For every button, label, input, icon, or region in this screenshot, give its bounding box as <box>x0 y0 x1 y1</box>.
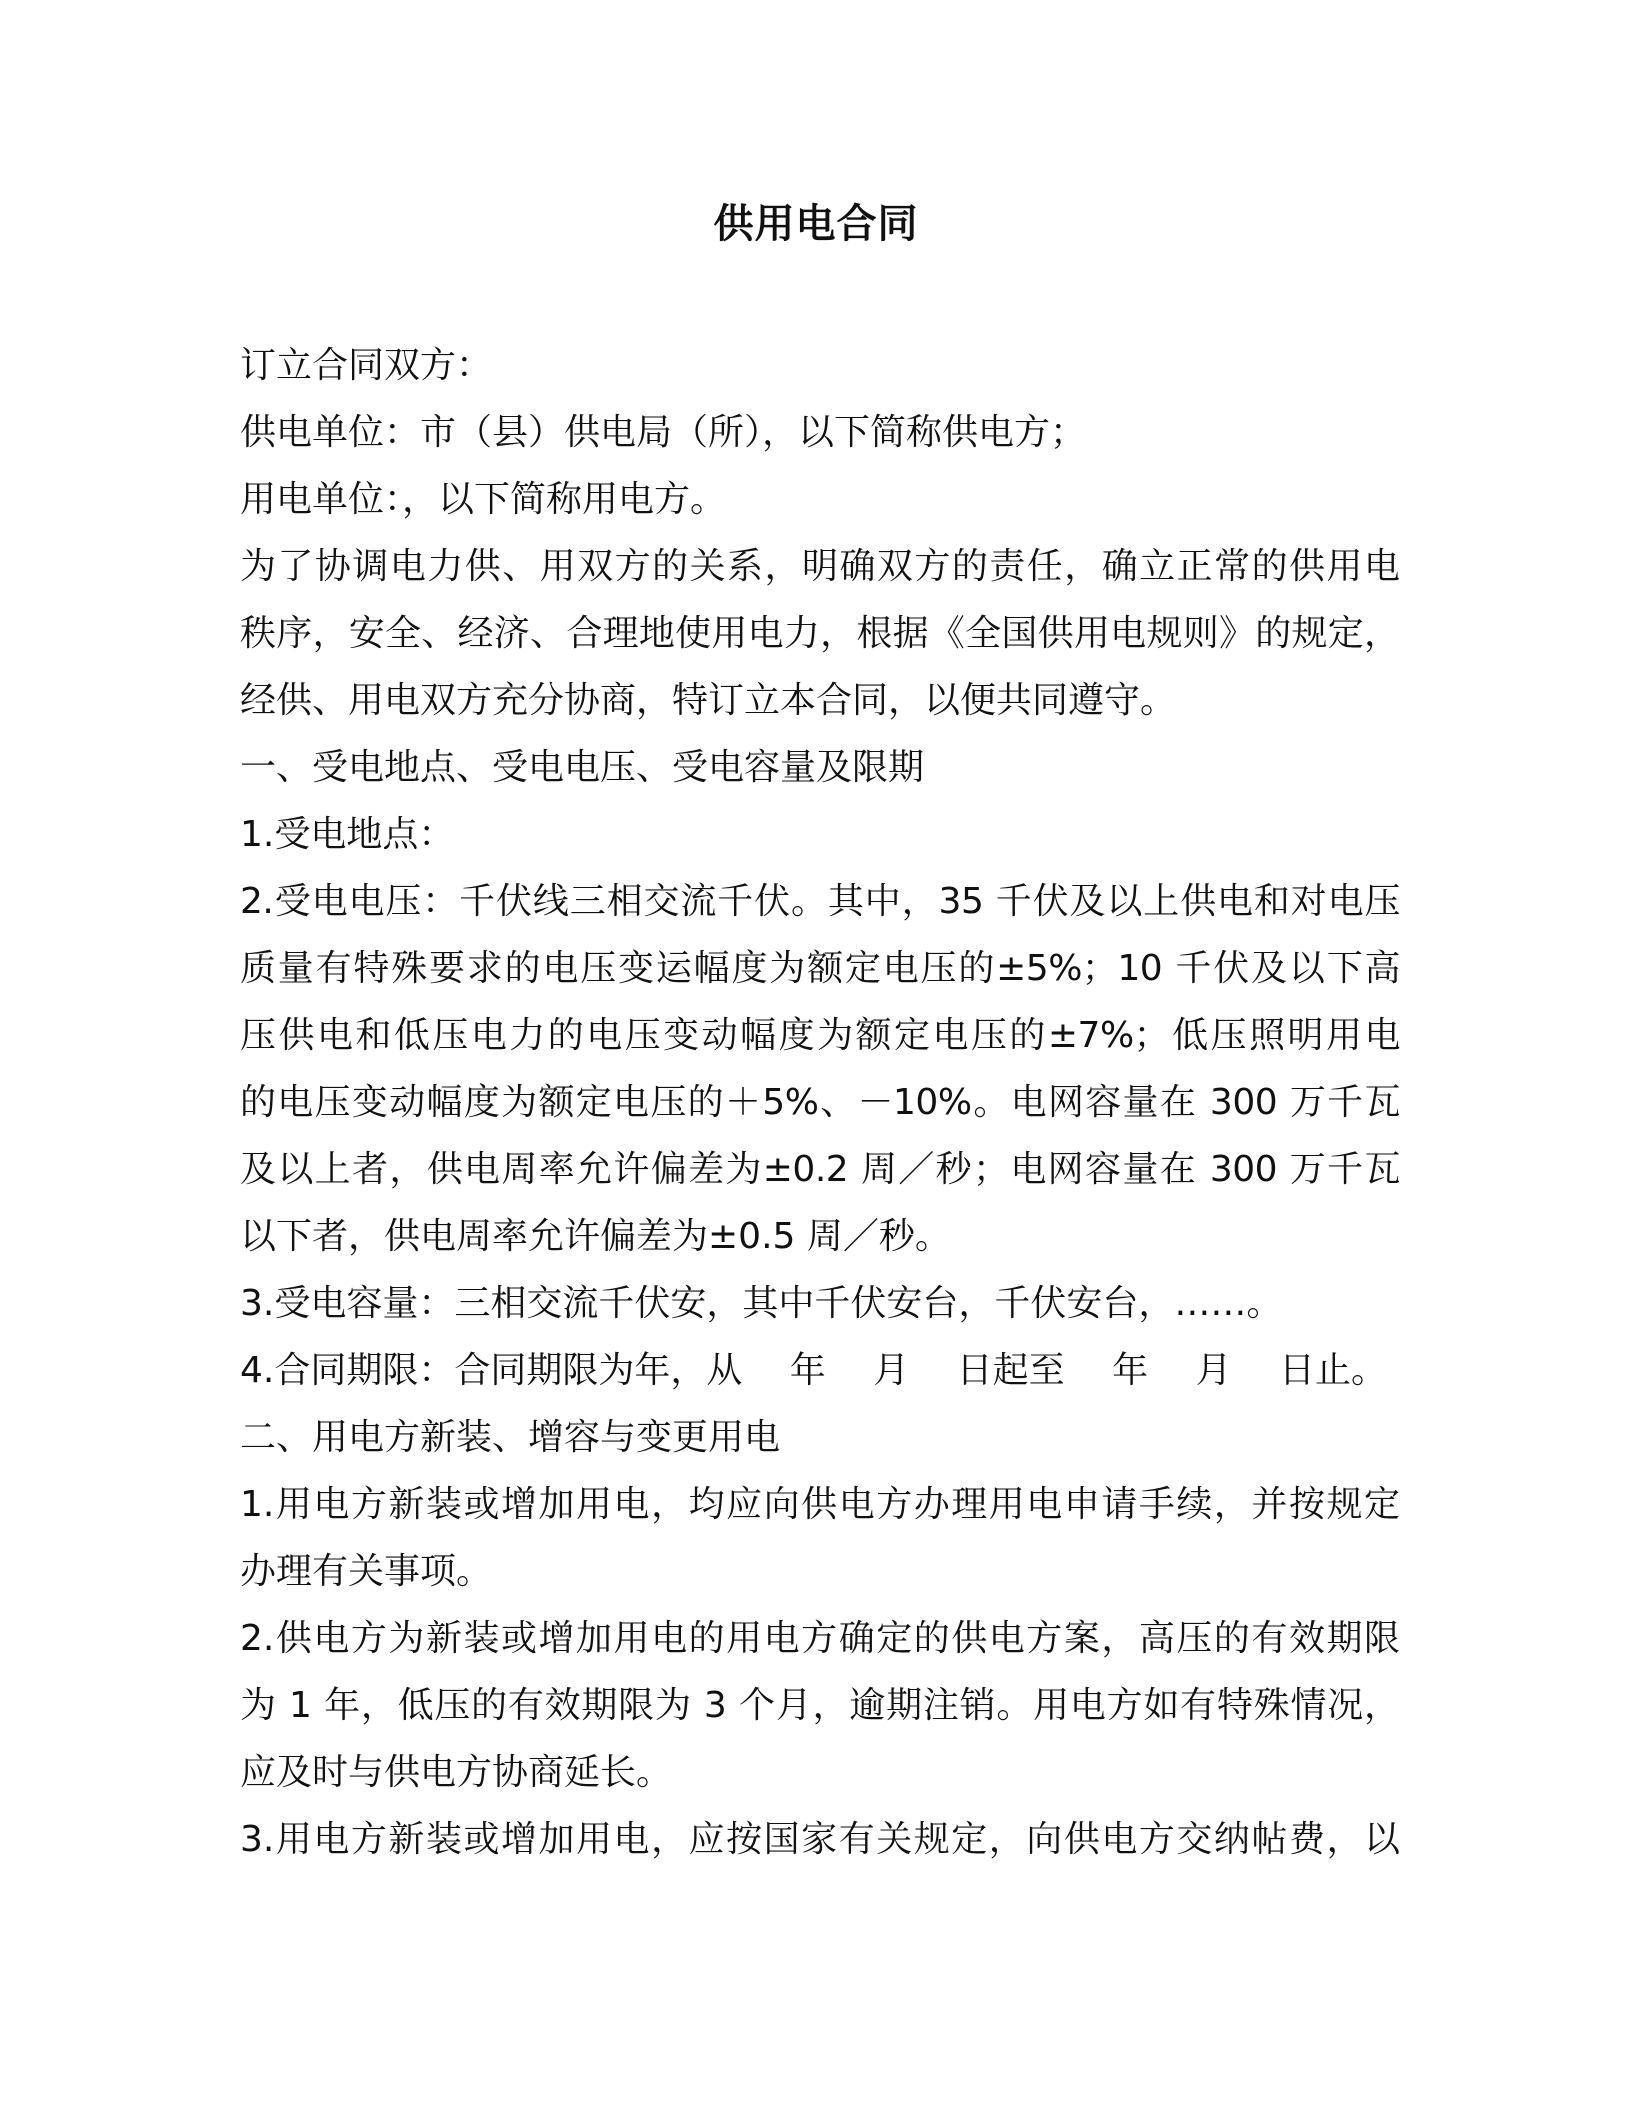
section-heading: 二、用电方新装、增容与变更用电 <box>240 1417 781 1458</box>
text-line: 2.供电方为新装或增加用电的用电方确定的供电方案，高压的有效期限 <box>240 1618 1400 1659</box>
section-heading: 一、受电地点、受电电压、受电容量及限期 <box>240 747 925 788</box>
text-line: 2.受电电压：千伏线三相交流千伏。其中，35 千伏及以上供电和对电压 <box>240 881 1400 922</box>
text-line: 3.用电方新装或增加用电，应按国家有关规定，向供电方交纳帖费，以 <box>240 1819 1400 1860</box>
text-line: 3.受电容量：三相交流千伏安，其中千伏安台，千伏安台，……。 <box>240 1283 1283 1324</box>
text-line: 办理有关事项。 <box>240 1551 493 1592</box>
text-line: 用电单位：，以下简称用电方。 <box>240 479 727 520</box>
text-line: 压供电和低压电力的电压变动幅度为额定电压的±7%；低压照明用电 <box>240 1015 1400 1056</box>
text-line: 的电压变动幅度为额定电压的＋5%、－10%。电网容量在 300 万千瓦 <box>240 1082 1400 1123</box>
text-line: 1.受电地点： <box>240 814 455 855</box>
text-line: 经供、用电双方充分协商，特订立本合同，以便共同遵守。 <box>240 680 1177 721</box>
text-line: 供电单位：市（县）供电局（所），以下简称供电方； <box>240 412 1087 453</box>
document-body <box>240 332 1400 1873</box>
text-line: 为 1 年，低压的有效期限为 3 个月，逾期注销。用电方如有特殊情况， <box>240 1685 1400 1726</box>
text-line: 为了协调电力供、用双方的关系，明确双方的责任，确立正常的供用电 <box>240 546 1400 587</box>
text-line: 及以上者，供电周率允许偏差为±0.2 周／秒；电网容量在 300 万千瓦 <box>240 1149 1400 1190</box>
text-line: 1.用电方新装或增加用电，均应向供电方办理用电申请手续，并按规定 <box>240 1484 1400 1525</box>
text-line: 以下者，供电周率允许偏差为±0.5 周／秒。 <box>240 1216 951 1257</box>
text-line: 秩序，安全、经济、合理地使用电力，根据《全国供用电规则》的规定， <box>240 613 1400 654</box>
text-line: 4.合同期限：合同期限为年，从 年 月 日起至 年 月 日止。 <box>240 1350 1388 1391</box>
text-line: 质量有特殊要求的电压变运幅度为额定电压的±5%；10 千伏及以下高 <box>240 948 1400 989</box>
text-line: 订立合同双方： <box>240 345 493 386</box>
document-title: 供用电合同 <box>713 201 919 247</box>
text-line: 应及时与供电方协商延长。 <box>240 1752 673 1793</box>
